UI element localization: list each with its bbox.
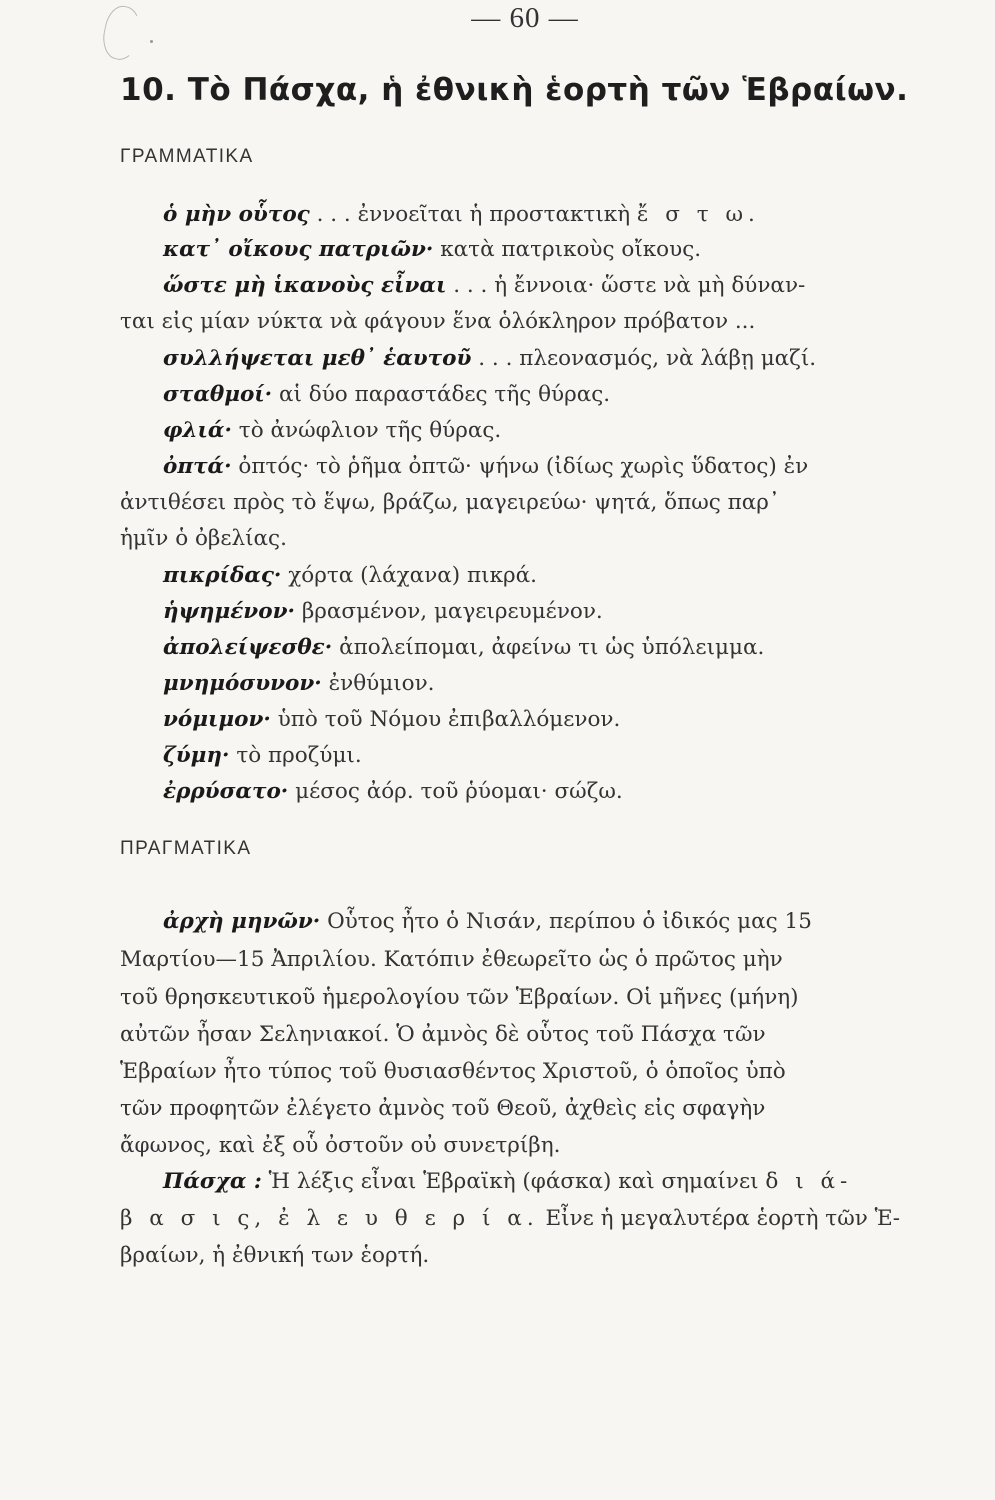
paragraph-line xyxy=(163,1169,852,1194)
gloss-line xyxy=(120,526,287,551)
gloss-text: μέσος ἀόρ. τοῦ ῥύομαι· σώζω. xyxy=(288,779,623,804)
paragraph-line xyxy=(120,1206,900,1231)
paragraph-text: αὐτῶν ἦσαν Σεληνιακοί. Ὁ ἀμνὸς δὲ οὗτος τοῦ Πάσχα τῶν xyxy=(120,1022,766,1047)
gloss-term: σταθμοί· xyxy=(163,382,273,407)
gloss-text: αἱ δύο παραστάδες τῆς θύρας. xyxy=(272,382,611,407)
paragraph-text: Εἶνε ἡ μεγαλυτέρα ἑορτὴ τῶν Ἑ- xyxy=(538,1206,900,1231)
gloss-line xyxy=(163,563,537,588)
gloss-text: κατὰ πατρικοὺς οἴκους. xyxy=(433,237,702,262)
paragraph-line xyxy=(120,1059,786,1084)
paragraph-text: Οὗτος ἦτο ὁ Νισάν, περίπου ὁ ἰδικός μας 15 xyxy=(320,909,812,934)
paragraph-text: Ἑβραίων ἦτο τύπος τοῦ θυσιασθέντος Χριστοῦ, ὁ ὁποῖος ὑπὸ xyxy=(120,1059,786,1084)
gloss-term: ἐρρύσατο· xyxy=(163,779,289,804)
gloss-line xyxy=(120,490,780,515)
gloss-term: ἡψημένον· xyxy=(163,599,295,624)
gloss-line xyxy=(163,202,760,227)
paragraph-line xyxy=(163,909,812,934)
gloss-line xyxy=(163,273,805,298)
gloss-text: χόρτα (λάχανα) πικρά. xyxy=(281,563,537,588)
gloss-term: ὀπτά· xyxy=(163,454,232,479)
gloss-text: . . . ἐννοεῖται ἡ προστακτικὴ xyxy=(309,202,637,227)
grammatika-heading: ΓΡΑΜΜΑΤΙΚΑ xyxy=(120,146,254,167)
paragraph-line xyxy=(120,947,783,972)
paragraph-text: Ἡ λέξις εἶναι Ἑβραϊκὴ (φάσκα) καὶ σημαίνει xyxy=(261,1169,766,1194)
paragraph-spaced-text: δ ι ά- xyxy=(765,1169,853,1194)
gloss-line xyxy=(163,743,362,768)
gloss-line xyxy=(163,237,701,262)
gloss-term: ὥστε μὴ ἱκανοὺς εἶναι xyxy=(163,273,447,298)
gloss-line xyxy=(163,671,435,696)
gloss-term: κατ᾿ οἴκους πατριῶν· xyxy=(163,237,434,262)
gloss-term: φλιά· xyxy=(163,418,232,443)
gloss-line xyxy=(163,418,501,443)
gloss-term: ζύμη· xyxy=(163,743,230,768)
gloss-term: ἀπολείψεσθε· xyxy=(163,635,333,660)
gloss-term: πικρίδας· xyxy=(163,563,282,588)
gloss-line xyxy=(163,599,603,624)
paragraph-spaced-text: β α σ ι ς, ἐ λ ε υ θ ε ρ ί α. xyxy=(120,1206,539,1231)
paragraph-text: Μαρτίου—15 Ἀπριλίου. Κατόπιν ἐθεωρεῖτο ὡς ὁ πρῶτος μὴν xyxy=(120,947,783,972)
gloss-text: ὑπὸ τοῦ Νόμου ἐπιβαλλόμενον. xyxy=(270,707,621,732)
paragraph-line xyxy=(120,1133,560,1158)
gloss-term: συλλήψεται μεθ᾿ ἑαυτοῦ xyxy=(163,346,472,371)
gloss-line xyxy=(163,382,610,407)
gloss-text: ται εἰς μίαν νύκτα νὰ φάγουν ἕνα ὁλόκληρον πρόβατον ... xyxy=(120,309,756,334)
gloss-text: ἀπολείπομαι, ἀφείνω τι ὡς ὑπόλειμμα. xyxy=(332,635,765,660)
gloss-spaced-text: ἔ σ τ ω. xyxy=(636,202,760,227)
gloss-line xyxy=(120,309,755,334)
paragraph-term: ἀρχὴ μηνῶν· xyxy=(163,909,321,934)
paragraph-term: Πάσχα : xyxy=(163,1169,262,1194)
gloss-text: . . . ἡ ἔννοια· ὥστε νὰ μὴ δύναν- xyxy=(446,273,806,298)
page-number: — 60 — xyxy=(471,2,579,34)
gloss-text: ἐνθύμιον. xyxy=(321,671,435,696)
gloss-text: ὀπτός· τὸ ῥῆμα ὀπτῶ· ψήνω (ἰδίως χωρὶς ὕδατος) ἐν xyxy=(231,454,809,479)
gloss-text: . . . πλεονασμός, νὰ λάβῃ μαζί. xyxy=(471,346,817,371)
gloss-text: ἡμῖν ὁ ὀβελίας. xyxy=(120,526,287,551)
paragraph-line xyxy=(120,1096,765,1121)
chapter-title: 10. Τὸ Πάσχα, ἡ ἐθνικὴ ἑορτὴ τῶν Ἑβραίων. xyxy=(120,72,909,108)
gloss-term: νόμιμον· xyxy=(163,707,271,732)
gloss-text: ἀντιθέσει πρὸς τὸ ἕψω, βράζω, μαγειρεύω· ψητά, ὅπως παρ᾿ xyxy=(120,490,780,515)
gloss-line xyxy=(163,346,816,371)
pencil-dot xyxy=(150,40,153,43)
gloss-line xyxy=(163,707,620,732)
gloss-term: μνημόσυνον· xyxy=(163,671,322,696)
paragraph-line xyxy=(120,985,799,1010)
gloss-text: τὸ προζύμι. xyxy=(229,743,362,768)
pragmatika-heading: ΠΡΑΓΜΑΤΙΚΑ xyxy=(120,838,252,859)
gloss-line xyxy=(163,454,808,479)
gloss-line xyxy=(163,635,764,660)
paragraph-text: ἄφωνος, καὶ ἐξ οὗ ὀστοῦν οὐ συνετρίβη. xyxy=(120,1133,561,1158)
gloss-text: τὸ ἀνώφλιον τῆς θύρας. xyxy=(231,418,502,443)
paragraph-text: βραίων, ἡ ἐθνική των ἑορτή. xyxy=(120,1243,430,1268)
paragraph-line xyxy=(120,1022,766,1047)
paragraph-text: τῶν προφητῶν ἐλέγετο ἀμνὸς τοῦ Θεοῦ, ἀχθεὶς εἰς σφαγὴν xyxy=(120,1096,766,1121)
paragraph-line xyxy=(120,1243,429,1268)
gloss-text: βρασμένον, μαγειρευμένον. xyxy=(294,599,603,624)
paragraph-text: τοῦ θρησκευτικοῦ ἡμερολογίου τῶν Ἑβραίων. Οἱ μῆνες (μήνη) xyxy=(120,985,799,1010)
gloss-term: ὁ μὴν οὗτος xyxy=(163,202,310,227)
gloss-line xyxy=(163,779,623,804)
